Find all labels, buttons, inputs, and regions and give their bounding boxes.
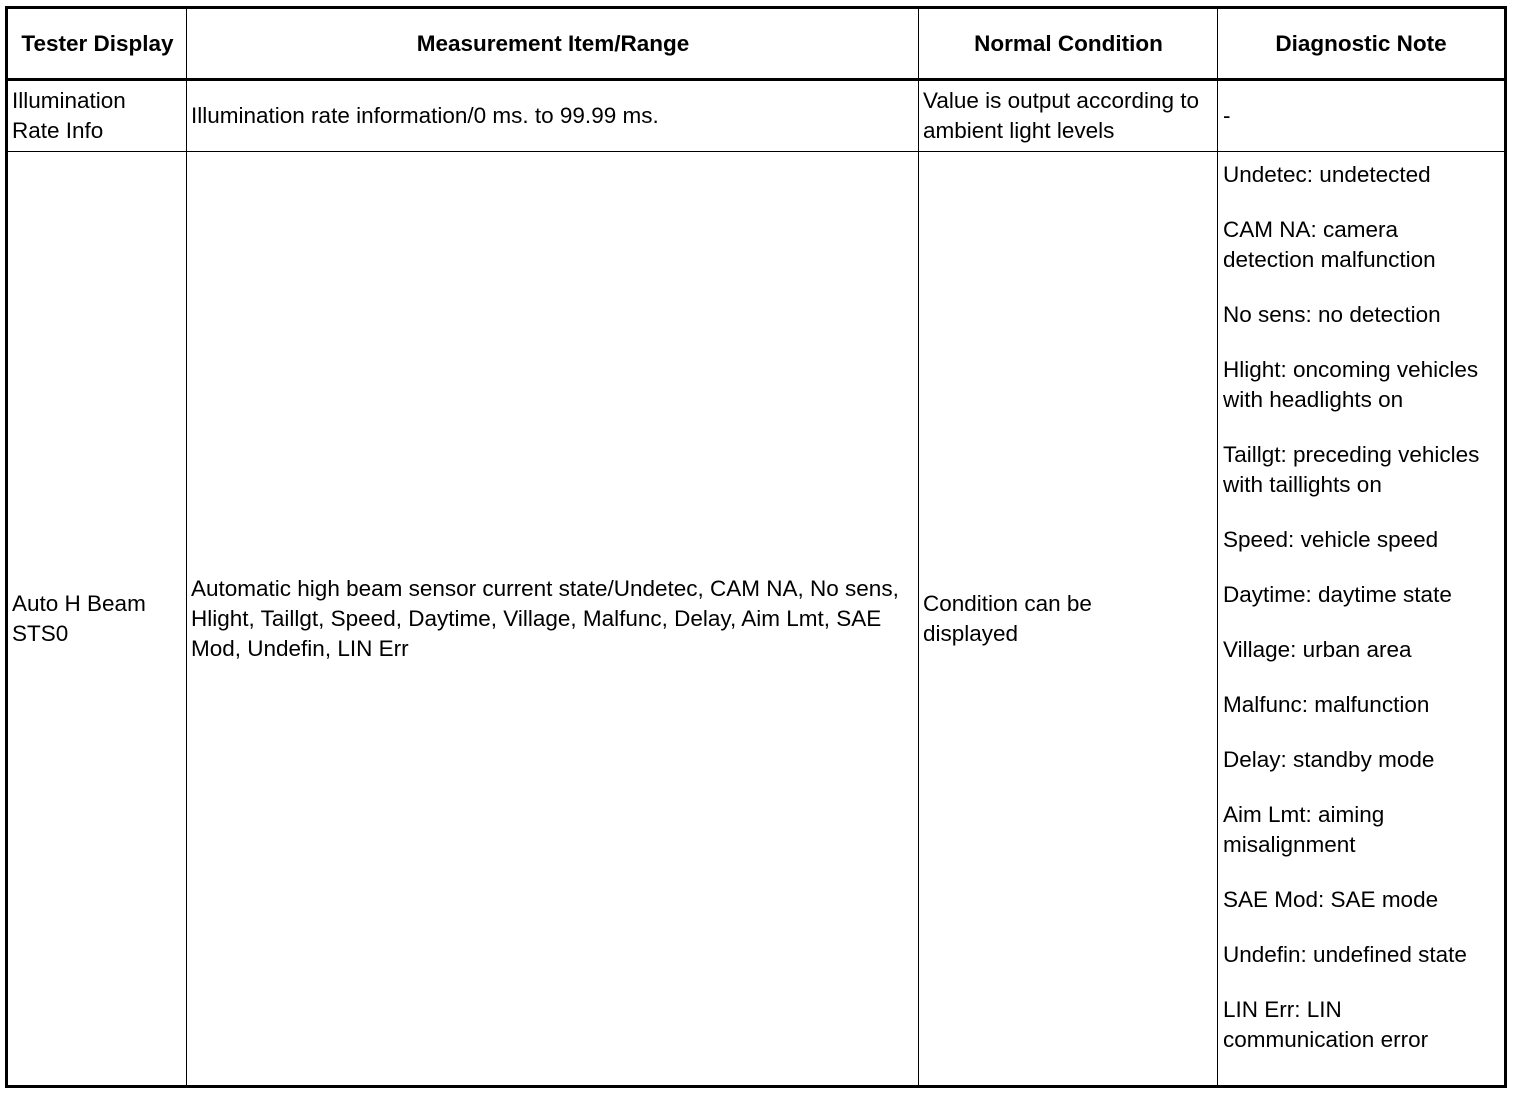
note-item: Undetec: undetected xyxy=(1223,162,1431,187)
cell-text: - xyxy=(1223,103,1231,128)
table-row-1-measurement xyxy=(191,81,916,151)
data-table xyxy=(5,6,1507,1088)
note-item: SAE Mod: SAE mode xyxy=(1223,887,1439,912)
note-item: Speed: vehicle speed xyxy=(1223,527,1439,552)
header-normal-condition: Normal Condition xyxy=(974,31,1163,56)
header-diagnostic-note: Diagnostic Note xyxy=(1275,31,1447,56)
header-tester-display: Tester Display xyxy=(21,31,174,56)
note-item: Malfunc: malfunction xyxy=(1223,692,1430,717)
table-row-1-normal-condition xyxy=(923,81,1215,151)
note-item: CAM NA: camera detection malfunction xyxy=(1223,217,1436,272)
note-item: No sens: no detection xyxy=(1223,302,1441,327)
cell-text: Condition can be displayed xyxy=(923,591,1092,646)
note-item: Taillgt: preceding vehicles with taillights on xyxy=(1223,442,1480,497)
table-row-2-normal-condition xyxy=(923,153,1215,1085)
cell-text: Automatic high beam sensor current state/Undetec, CAM NA, No sens, Hlight, Taillgt, Speed, Daytime, Village, Malfunc, Delay, Aim Lmt, SAE Mod, Undefin, LIN Err xyxy=(191,576,899,661)
cell-text: Auto H Beam STS0 xyxy=(12,591,146,646)
column-divider xyxy=(1217,9,1218,1085)
note-item: Daytime: daytime state xyxy=(1223,582,1452,607)
column-divider xyxy=(918,9,919,1085)
note-item: LIN Err: LIN communication error xyxy=(1223,997,1429,1052)
cell-text: Illumination rate information/0 ms. to 99.99 ms. xyxy=(191,103,659,128)
table-row-1-tester-display xyxy=(12,81,184,151)
note-item: Village: urban area xyxy=(1223,637,1412,662)
cell-text: Illumination Rate Info xyxy=(12,88,126,143)
table-row-1-diagnostic-note xyxy=(1223,81,1503,151)
column-divider xyxy=(186,9,187,1085)
note-item: Undefin: undefined state xyxy=(1223,942,1467,967)
table-row-2-tester-display xyxy=(12,153,184,1085)
header-measurement: Measurement Item/Range xyxy=(416,31,690,56)
note-item: Aim Lmt: aiming misalignment xyxy=(1223,802,1385,857)
note-item: Delay: standby mode xyxy=(1223,747,1435,772)
table-row-2-diagnostic-notes xyxy=(1223,160,1505,1085)
row-divider xyxy=(8,151,1504,152)
table-row-2-measurement xyxy=(191,153,916,1085)
cell-text: Value is output according to ambient light levels xyxy=(923,88,1200,143)
note-item: Hlight: oncoming vehicles with headlights on xyxy=(1223,357,1479,412)
